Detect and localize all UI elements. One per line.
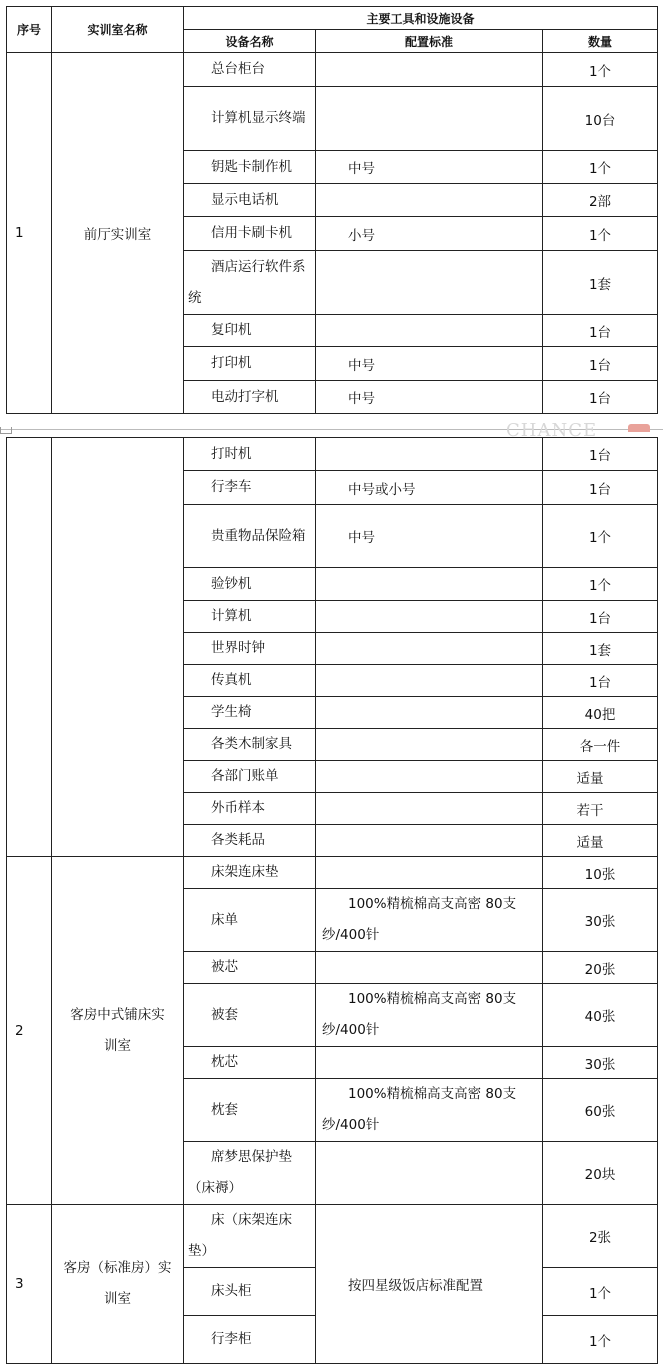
equipment-name: 被套 — [184, 984, 316, 1047]
equipment-spec: 中号 — [316, 505, 543, 568]
equipment-qty: 1个 — [543, 53, 658, 87]
equipment-spec — [316, 438, 543, 471]
room-1-name-continued — [52, 438, 184, 857]
equipment-name: 电动打字机 — [184, 381, 316, 414]
equipment-name: 外币样本 — [184, 793, 316, 825]
equipment-spec — [316, 952, 543, 984]
equipment-spec: 中号 — [316, 151, 543, 184]
equipment-spec — [316, 251, 543, 315]
equipment-qty: 10张 — [543, 857, 658, 889]
equipment-spec — [316, 1047, 543, 1079]
page-break-mark — [0, 427, 12, 434]
equipment-spec — [316, 665, 543, 697]
equipment-spec — [316, 315, 543, 347]
equipment-spec: 100%精梳棉高支高密 80支纱/400针 — [316, 889, 543, 952]
equipment-qty: 1套 — [543, 251, 658, 315]
equipment-spec — [316, 53, 543, 87]
room-2-seq: 2 — [7, 857, 52, 1205]
equipment-qty: 1台 — [543, 438, 658, 471]
equipment-spec: 中号 — [316, 347, 543, 381]
equipment-name: 验钞机 — [184, 568, 316, 601]
header-spec: 配置标准 — [316, 30, 543, 53]
equipment-qty: 适量 — [543, 761, 658, 793]
equipment-name: 席梦思保护垫（床褥） — [184, 1142, 316, 1205]
equipment-qty: 2张 — [543, 1205, 658, 1268]
equipment-qty: 若干 — [543, 793, 658, 825]
equipment-qty: 60张 — [543, 1079, 658, 1142]
equipment-name: 计算机 — [184, 601, 316, 633]
equipment-qty: 1个 — [543, 151, 658, 184]
equipment-qty: 1台 — [543, 665, 658, 697]
equipment-spec: 中号或小号 — [316, 471, 543, 505]
equipment-name: 显示电话机 — [184, 184, 316, 217]
watermark-badge-icon — [628, 424, 650, 432]
equipment-name: 各部门账单 — [184, 761, 316, 793]
equipment-spec — [316, 184, 543, 217]
equipment-qty: 40把 — [543, 697, 658, 729]
equipment-qty: 1台 — [543, 471, 658, 505]
equipment-qty: 30张 — [543, 1047, 658, 1079]
equipment-qty: 1个 — [543, 1316, 658, 1364]
room-1-seq-continued — [7, 438, 52, 857]
equipment-name: 世界时钟 — [184, 633, 316, 665]
equipment-spec — [316, 857, 543, 889]
equipment-qty: 30张 — [543, 889, 658, 952]
equipment-spec — [316, 729, 543, 761]
equipment-qty: 1台 — [543, 315, 658, 347]
equipment-name: 各类木制家具 — [184, 729, 316, 761]
equipment-qty: 1台 — [543, 601, 658, 633]
header-equipment: 设备名称 — [184, 30, 316, 53]
equipment-spec: 100%精梳棉高支高密 80支纱/400针 — [316, 984, 543, 1047]
equipment-qty: 1个 — [543, 505, 658, 568]
equipment-spec — [316, 568, 543, 601]
equipment-spec — [316, 825, 543, 857]
equipment-name: 枕套 — [184, 1079, 316, 1142]
equipment-name: 行李柜 — [184, 1316, 316, 1364]
equipment-spec — [316, 87, 543, 151]
equipment-name: 复印机 — [184, 315, 316, 347]
equipment-qty: 1个 — [543, 217, 658, 251]
equipment-name: 床头柜 — [184, 1268, 316, 1316]
equipment-qty: 适量 — [543, 825, 658, 857]
equipment-qty: 1台 — [543, 347, 658, 381]
equipment-qty: 40张 — [543, 984, 658, 1047]
equipment-qty: 20块 — [543, 1142, 658, 1205]
equipment-qty: 10台 — [543, 87, 658, 151]
equipment-spec — [316, 601, 543, 633]
equipment-name: 打时机 — [184, 438, 316, 471]
equipment-name: 贵重物品保险箱 — [184, 505, 316, 568]
equipment-spec — [316, 761, 543, 793]
equipment-name: 打印机 — [184, 347, 316, 381]
equipment-spec — [316, 633, 543, 665]
room-3-name: 客房（标准房）实训室 — [52, 1205, 184, 1364]
equipment-name: 计算机显示终端 — [184, 87, 316, 151]
room-3-seq: 3 — [7, 1205, 52, 1364]
equipment-name: 信用卡刷卡机 — [184, 217, 316, 251]
equipment-name: 行李车 — [184, 471, 316, 505]
header-room-name: 实训室名称 — [52, 7, 184, 53]
equipment-table-page-1 — [6, 6, 658, 414]
equipment-name: 传真机 — [184, 665, 316, 697]
equipment-qty: 各一件 — [543, 729, 658, 761]
equipment-name: 酒店运行软件系统 — [184, 251, 316, 315]
equipment-name: 床单 — [184, 889, 316, 952]
room-1-name: 前厅实训室 — [52, 53, 184, 414]
equipment-qty: 1个 — [543, 1268, 658, 1316]
equipment-name: 被芯 — [184, 952, 316, 984]
equipment-qty: 1个 — [543, 568, 658, 601]
equipment-name: 枕芯 — [184, 1047, 316, 1079]
equipment-spec — [316, 793, 543, 825]
equipment-qty: 20张 — [543, 952, 658, 984]
equipment-qty: 1套 — [543, 633, 658, 665]
equipment-name: 钥匙卡制作机 — [184, 151, 316, 184]
equipment-qty: 2部 — [543, 184, 658, 217]
equipment-spec: 100%精梳棉高支高密 80支纱/400针 — [316, 1079, 543, 1142]
equipment-name: 各类耗品 — [184, 825, 316, 857]
header-qty: 数量 — [543, 30, 658, 53]
equipment-spec — [316, 697, 543, 729]
header-seq: 序号 — [7, 7, 52, 53]
equipment-table-page-2 — [6, 437, 658, 1364]
room-1-seq: 1 — [7, 53, 52, 414]
room-3-shared-spec: 按四星级饭店标准配置 — [316, 1205, 543, 1364]
equipment-qty: 1台 — [543, 381, 658, 414]
equipment-name: 床架连床垫 — [184, 857, 316, 889]
room-2-name: 客房中式铺床实训室 — [52, 857, 184, 1205]
equipment-spec — [316, 1142, 543, 1205]
equipment-name: 总台柜台 — [184, 53, 316, 87]
header-group: 主要工具和设施设备 — [184, 7, 658, 30]
watermark: CHANCE — [506, 420, 598, 441]
equipment-spec: 中号 — [316, 381, 543, 414]
equipment-name: 床（床架连床垫） — [184, 1205, 316, 1268]
equipment-name: 学生椅 — [184, 697, 316, 729]
equipment-spec: 小号 — [316, 217, 543, 251]
